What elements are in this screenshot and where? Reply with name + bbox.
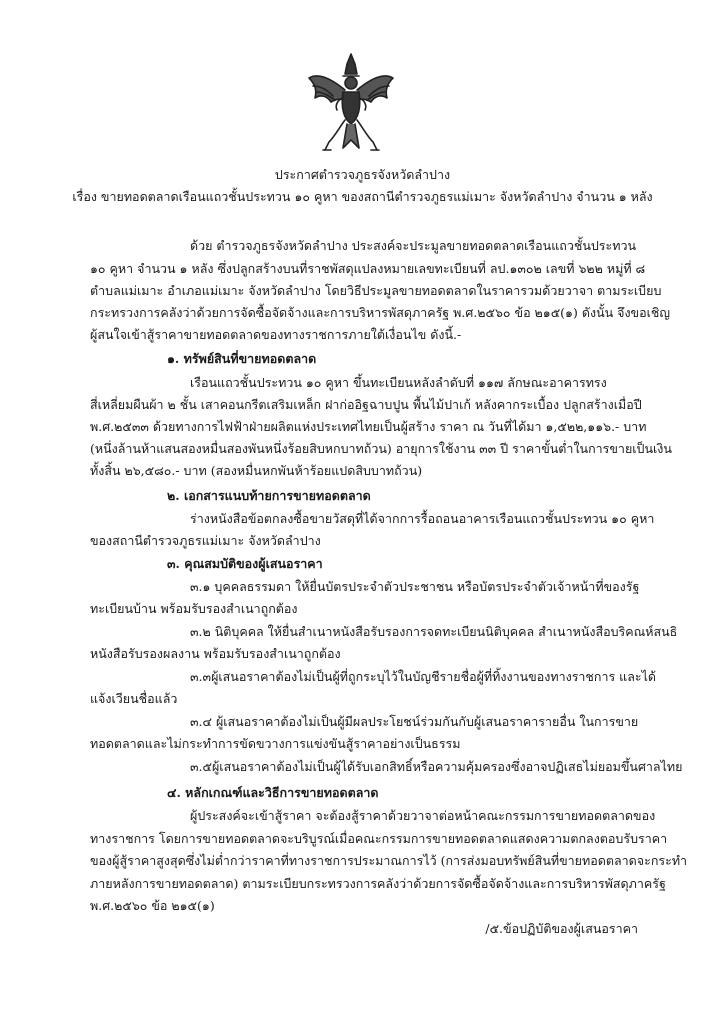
announcement-agency: ประกาศตำรวจภูธรจังหวัดลำปาง [274, 167, 451, 182]
section-3-line: ๓.๓ผู้เสนอราคาต้องไม่เป็นผู้ที่ถูกระบุไว้ในบัญชีรายชื่อผู้ที่ทิ้งงานของทางราชการ และได้ [190, 669, 657, 684]
section-3-line: ทอดตลาดและไม่กระทำการขัดขวางการแข่งขันสู้ราคาอย่างเป็นธรรม [90, 736, 461, 751]
garuda-emblem-icon [305, 50, 397, 158]
section-3-heading: ๓. คุณสมบัติของผู้เสนอราคา [167, 556, 323, 571]
section-1-line: ทั้งสิ้น ๒๖,๕๘๐.- บาท (สองหมื่นหกพันห้าร้อยแปดสิบบาทถ้วน) [90, 463, 423, 478]
section-4-line: ภายหลังการขายทอดตลาด) ตามระเบียบกระทรวงการคลังว่าด้วยการจัดซื้อจัดจ้างและการบริหารพัสดุภาครัฐ [90, 876, 666, 891]
section-1-line: สี่เหลี่ยมผืนผ้า ๒ ชั้น เสาคอนกรีตเสริมเหล็ก ฝาก่ออิฐฉาบปูน พื้นไม้ปาเก้ หลังคากระเบื้อง ปลูกสร้างเมื่อปี [90, 397, 642, 412]
section-3-line: ๓.๑ บุคคลธรรมดา ให้ยื่นบัตรประจำตัวประชาชน หรือบัตรประจำตัวเจ้าหน้าที่ของรัฐ [190, 579, 640, 594]
section-4-line: ผู้ประสงค์จะเข้าสู้ราคา จะต้องสู้ราคาด้วยวาจาต่อหน้าคณะกรรมการขายทอดตลาดของ [190, 808, 656, 823]
section-3-line: แจ้งเวียนชื่อแล้ว [90, 691, 178, 706]
continuation-note: /๕.ข้อปฏิบัติของผู้เสนอราคา [485, 921, 638, 936]
section-2-line: ของสถานีตำรวจภูธรแม่เมาะ จังหวัดลำปาง [90, 533, 321, 548]
section-3-line: ๓.๔ ผู้เสนอราคาต้องไม่เป็นผู้มีผลประโยชน์ร่วมกันกับผู้เสนอราคารายอื่น ในการขาย [190, 714, 639, 729]
intro-line: ๑๐ คูหา จำนวน ๑ หลัง ซึ่งปลูกสร้างบนที่ราชพัสดุแปลงหมายเลขทะเบียนที่ ลป.๑๓๐๒ เลขที่ ๖๒๒ หมู่ที่ ๘ [90, 261, 646, 276]
section-4-line: ทางราชการ โดยการขายทอดตลาดจะบริบูรณ์เมื่อคณะกรรมการขายทอดตลาดแสดงความตกลงตอบรับราคา [90, 831, 668, 846]
announcement-subject: เรื่อง ขายทอดตลาดเรือนแถวชั้นประทวน ๑๐ คูหา ของสถานีตำรวจภูธรแม่เมาะ จังหวัดลำปาง จำนวน ๑ หลัง [72, 189, 653, 204]
section-3-line: หนังสือรับรองผลงาน พร้อมรับรองสำเนาถูกต้อง [90, 646, 341, 661]
intro-line: ผู้สนใจเข้าสู้ราคาขายทอดตลาดของทางราชการภายใต้เงื่อนไข ดังนี้.- [90, 327, 462, 342]
intro-line: ตำบลแม่เมาะ อำเภอแม่เมาะ จังหวัดลำปาง โดยวิธีประมูลขายทอดตลาดในราคารวมด้วยวาจา ตามระเบียบ [90, 283, 662, 298]
section-1-heading: ๑. ทรัพย์สินที่ขายทอดตลาด [167, 351, 317, 366]
section-3-line: ทะเบียนบ้าน พร้อมรับรองสำเนาถูกต้อง [90, 601, 298, 616]
section-3-line: ๓.๒ นิติบุคคล ให้ยื่นสำเนาหนังสือรับรองการจดทะเบียนนิติบุคคล สำเนาหนังสือบริคณห์สนธิ [190, 624, 678, 639]
section-3-line: ๓.๕ผู้เสนอราคาต้องไม่เป็นผู้ได้รับเอกสิทธิ์หรือความคุ้มครองซึ่งอาจปฏิเสธไม่ยอมขึ้นศาลไทย [190, 759, 683, 774]
section-4-heading: ๔. หลักเกณฑ์และวิธีการขายทอดตลาด [167, 785, 379, 800]
section-1-line: พ.ศ.๒๕๓๓ ด้วยทางการไฟฟ้าฝ่ายผลิตแห่งประเทศไทยเป็นผู้สร้าง ราคา ณ วันที่ได้มา ๑,๕๒๒,๑๑๖.- บาท [90, 419, 647, 434]
section-4-line: พ.ศ.๒๕๖๐ ข้อ ๒๑๕(๑) [90, 898, 215, 913]
intro-line: กระทรวงการคลังว่าด้วยการจัดซื้อจัดจ้างและการบริหารพัสดุภาครัฐ พ.ศ.๒๕๖๐ ข้อ ๒๑๕(๑) ดังนั้น จึงขอเชิญ [90, 305, 671, 320]
section-1-line: (หนึ่งล้านห้าแสนสองหมื่นสองพันหนึ่งร้อยสิบหกบาทถ้วน) อายุการใช้งาน ๓๓ ปี ราคาขั้นต่ำในการขายเป็นเงิน [90, 441, 672, 456]
section-4-line: ของผู้สู้ราคาสูงสุดซึ่งไม่ต่ำกว่าราคาที่ทางราชการประมาณการไว้ (การส่งมอบทรัพย์สินที่ขายทอดตลาดจะกระทำ [90, 853, 688, 868]
section-2-line: ร่างหนังสือข้อตกลงซื้อขายวัสดุที่ได้จากการรื้อถอนอาคารเรือนแถวชั้นประทวน ๑๐ คูหา [190, 511, 655, 526]
section-2-heading: ๒. เอกสารแนบท้ายการขายทอดตลาด [167, 488, 371, 503]
section-1-line: เรือนแถวชั้นประทวน ๑๐ คูหา ขึ้นทะเบียนหลังลำดับที่ ๑๑๗ ลักษณะอาคารทรง [190, 375, 607, 390]
intro-line: ด้วย ตำรวจภูธรจังหวัดลำปาง ประสงค์จะประมูลขายทอดตลาดเรือนแถวชั้นประทวน [190, 238, 637, 253]
